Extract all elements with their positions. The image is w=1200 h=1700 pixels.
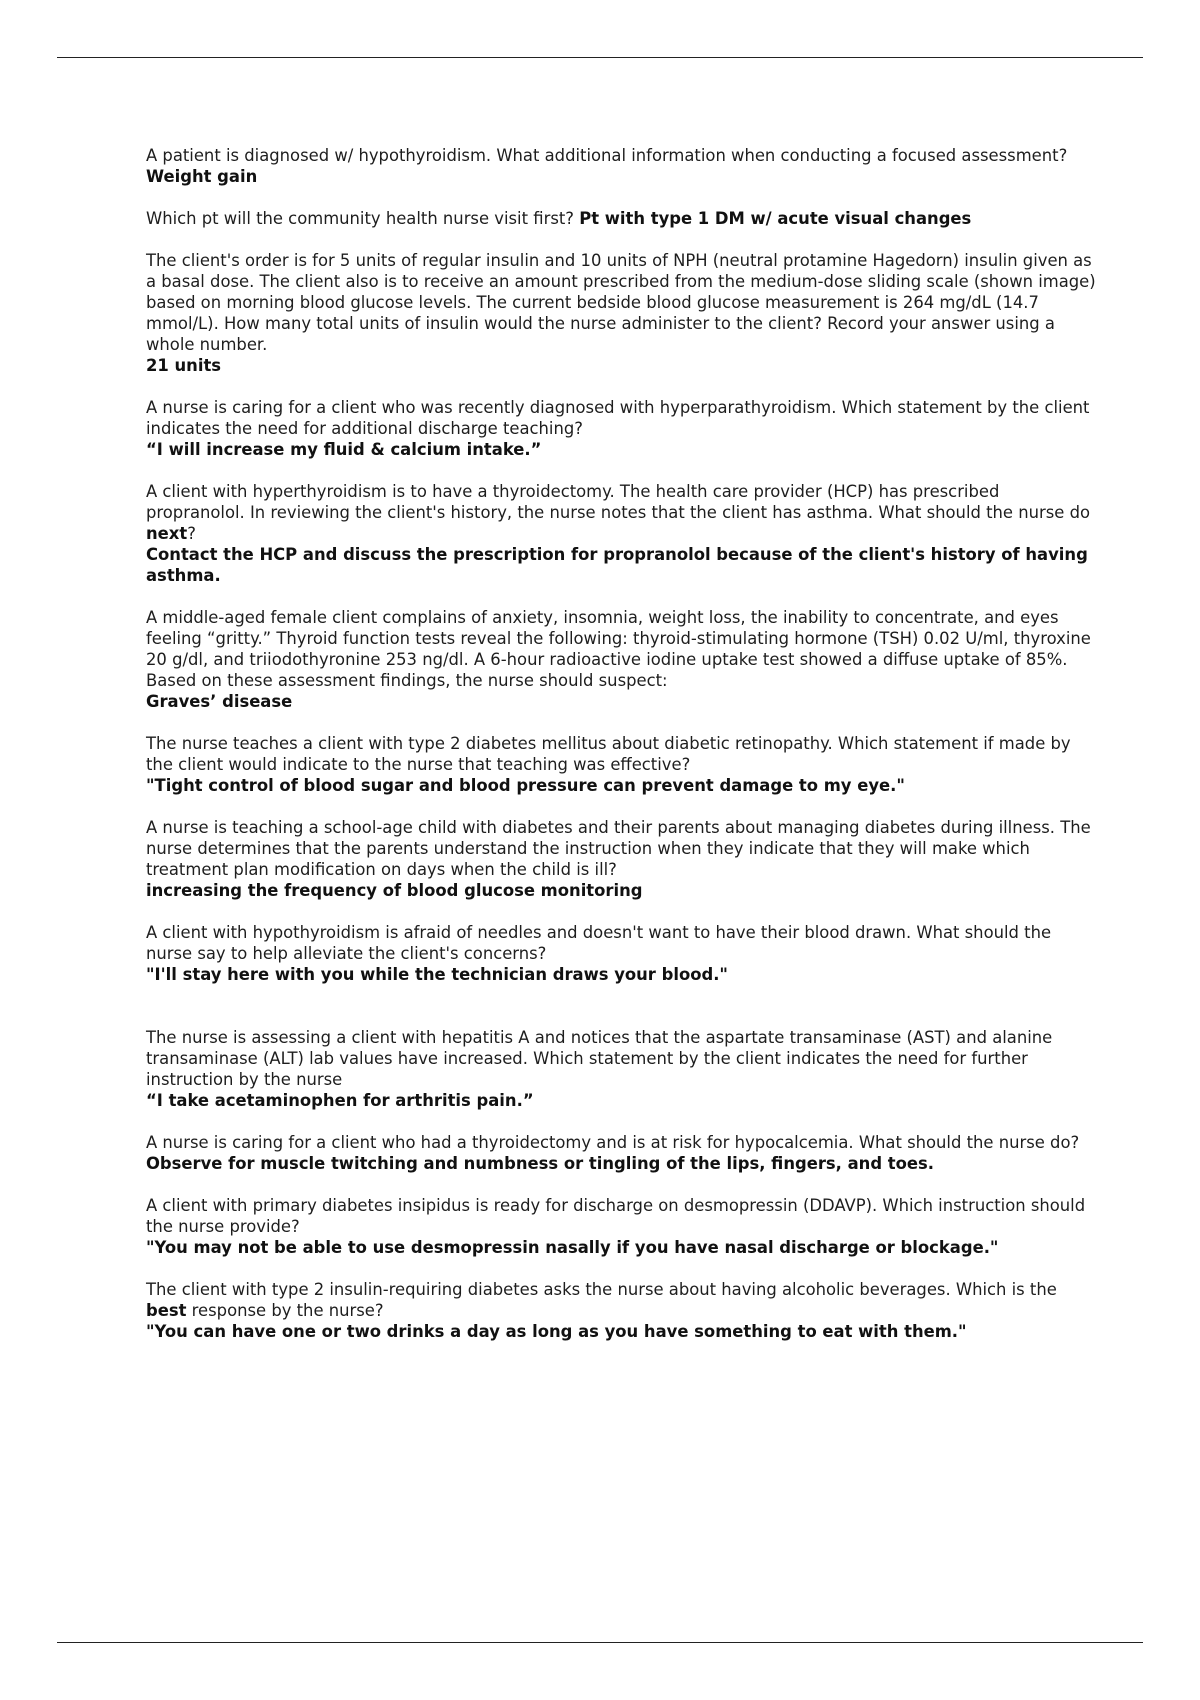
question-emphasis: best bbox=[146, 1301, 187, 1320]
qa-item-10 bbox=[146, 1027, 1096, 1111]
answer-text: “I take acetaminophen for arthritis pain.” bbox=[146, 1091, 534, 1110]
answer-text: "You may not be able to use desmopressin nasally if you have nasal discharge or blockage." bbox=[146, 1238, 999, 1257]
answer-text: “I will increase my fluid & calcium intake.” bbox=[146, 440, 542, 459]
question-text bbox=[146, 1279, 1096, 1321]
question-text: A patient is diagnosed w/ hypothyroidism. What additional information when conducting a focused assessment? bbox=[146, 146, 1068, 165]
answer-text: Observe for muscle twitching and numbness or tingling of the lips, fingers, and toes. bbox=[146, 1154, 934, 1173]
question-text-start: The client with type 2 insulin-requiring diabetes asks the nurse about having alcoholic beverages. Which is the bbox=[146, 1280, 1057, 1299]
answer-text: increasing the frequency of blood glucose monitoring bbox=[146, 881, 643, 900]
answer-text: 21 units bbox=[146, 356, 222, 375]
question-emphasis: next bbox=[146, 524, 188, 543]
answer-text: Graves’ disease bbox=[146, 692, 293, 711]
question-text: A middle-aged female client complains of anxiety, insomnia, weight loss, the inability to concentrate, and eyes feeling “gritty.” Thyroid function tests reveal the following: thyroid-stimulating hormone (TSH) 0.02 U/ml, thyroxine 20 g/dl, and triiodothyronine 253 ng/dl. A 6-hour radioactive iodine uptake test showed a diffuse uptake of 85%. Based on these assessment findings, the nurse should suspect: bbox=[146, 608, 1091, 690]
question-text-end: response by the nurse? bbox=[186, 1301, 384, 1320]
answer-text: "I'll stay here with you while the technician draws your blood." bbox=[146, 965, 728, 984]
qa-item-6 bbox=[146, 607, 1096, 712]
qa-item-5 bbox=[146, 481, 1096, 586]
question-text: The nurse teaches a client with type 2 diabetes mellitus about diabetic retinopathy. Which statement if made by the client would indicate to the nurse that teaching was effective? bbox=[146, 734, 1071, 774]
document-body bbox=[146, 145, 1096, 1363]
qa-item-9 bbox=[146, 922, 1096, 985]
answer-text: "You can have one or two drinks a day as long as you have something to eat with them." bbox=[146, 1322, 967, 1341]
question-text-start: A client with hyperthyroidism is to have a thyroidectomy. The health care provider (HCP) has prescribed propranolol. In reviewing the client's history, the nurse notes that the client has asthma. What should the nurse do bbox=[146, 482, 1090, 522]
qa-item-8 bbox=[146, 817, 1096, 901]
answer-text: "Tight control of blood sugar and blood pressure can prevent damage to my eye." bbox=[146, 776, 905, 795]
footer-rule bbox=[57, 1642, 1143, 1643]
question-text: A nurse is caring for a client who was recently diagnosed with hyperparathyroidism. Which statement by the client indicates the need for additional discharge teaching? bbox=[146, 398, 1090, 438]
question-text: A nurse is caring for a client who had a thyroidectomy and is at risk for hypocalcemia. What should the nurse do? bbox=[146, 1133, 1080, 1152]
answer-text: Contact the HCP and discuss the prescription for propranolol because of the client's history of having asthma. bbox=[146, 545, 1088, 585]
question-text-end: ? bbox=[187, 524, 196, 543]
question-text: A client with primary diabetes insipidus is ready for discharge on desmopressin (DDAVP). Which instruction should the nurse provide? bbox=[146, 1196, 1086, 1236]
question-text bbox=[146, 481, 1096, 544]
qa-item-3 bbox=[146, 250, 1096, 376]
question-text: A nurse is teaching a school-age child with diabetes and their parents about managing diabetes during illness. The nurse determines that the parents understand the instruction when they indicate that they will make which treatment plan modification on days when the child is ill? bbox=[146, 818, 1091, 879]
qa-item-11 bbox=[146, 1132, 1096, 1174]
header-rule bbox=[57, 57, 1143, 58]
qa-item-4 bbox=[146, 397, 1096, 460]
answer-text: Pt with type 1 DM w/ acute visual changes bbox=[579, 209, 972, 228]
question-text: The nurse is assessing a client with hepatitis A and notices that the aspartate transaminase (AST) and alanine transaminase (ALT) lab values have increased. Which statement by the client indicates the need for further instruction by the nurse bbox=[146, 1028, 1053, 1089]
answer-text: Weight gain bbox=[146, 167, 258, 186]
question-text: The client's order is for 5 units of regular insulin and 10 units of NPH (neutral protamine Hagedorn) insulin given as a basal dose. The client also is to receive an amount prescribed from the medium-dose sliding scale (shown image) based on morning blood glucose levels. The current bedside blood glucose measurement is 264 mg/dL (14.7 mmol/L). How many total units of insulin would the nurse administer to the client? Record your answer using a whole number. bbox=[146, 251, 1096, 354]
question-text: A client with hypothyroidism is afraid of needles and doesn't want to have their blood drawn. What should the nurse say to help alleviate the client's concerns? bbox=[146, 923, 1052, 963]
qa-item-13 bbox=[146, 1279, 1096, 1342]
question-text: Which pt will the community health nurse visit first? bbox=[146, 209, 580, 228]
qa-item-7 bbox=[146, 733, 1096, 796]
qa-item-12 bbox=[146, 1195, 1096, 1258]
qa-item-2 bbox=[146, 208, 1096, 229]
qa-item-1 bbox=[146, 145, 1096, 187]
